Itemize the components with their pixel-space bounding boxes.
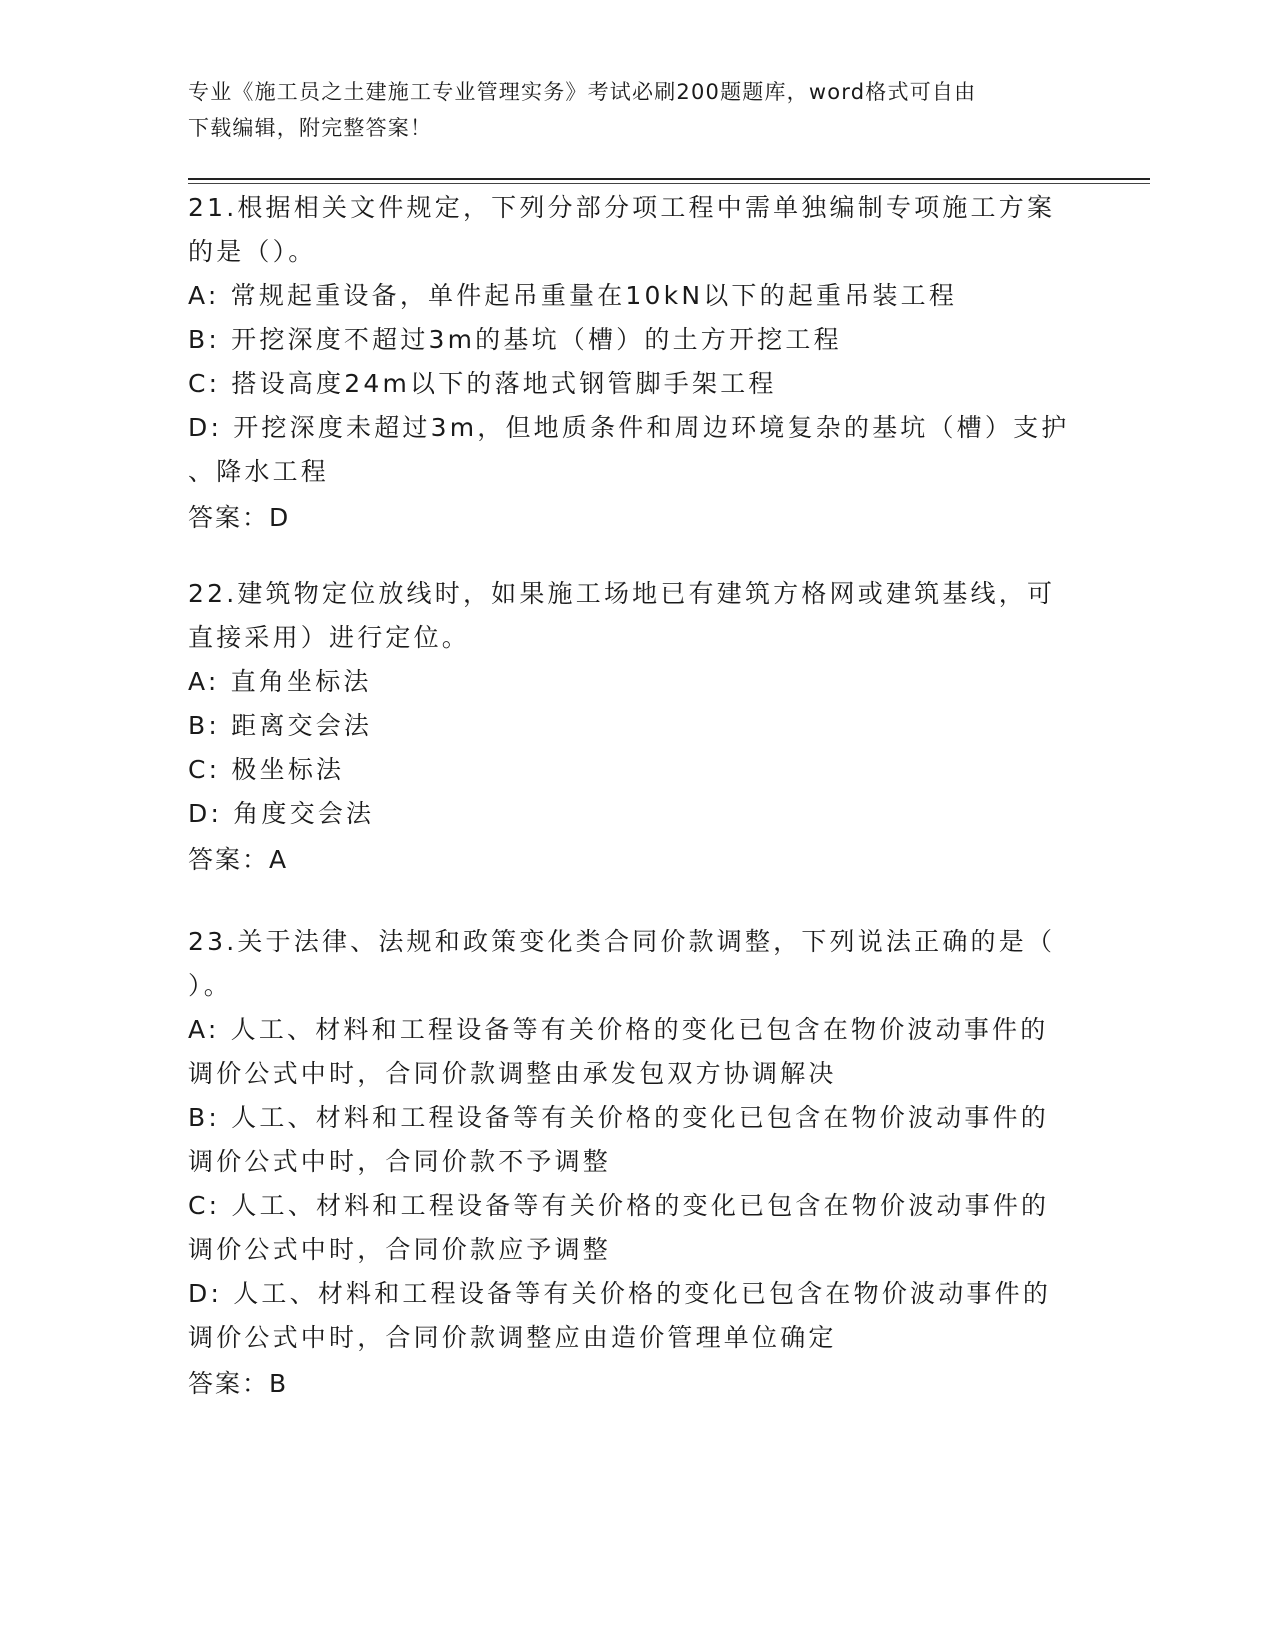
option-b: B: 人工、材料和工程设备等有关价格的变化已包含在物价波动事件的 <box>188 1103 1049 1132</box>
question-stem-line: 23.关于法律、法规和政策变化类合同价款调整，下列说法正确的是（ <box>188 927 1056 956</box>
option-c: C: 搭设高度24m以下的落地式钢管脚手架工程 <box>188 369 777 398</box>
option-d-continued: 、降水工程 <box>188 457 330 486</box>
option-a-continued: 调价公式中时，合同价款调整由承发包双方协调解决 <box>188 1059 837 1088</box>
answer-value: B <box>269 1369 289 1398</box>
header-line-1: 专业《施工员之土建施工专业管理实务》考试必刷200题题库，word格式可自由 <box>188 80 977 104</box>
option-d: D: 人工、材料和工程设备等有关价格的变化已包含在物价波动事件的 <box>188 1279 1052 1308</box>
option-c: C: 人工、材料和工程设备等有关价格的变化已包含在物价波动事件的 <box>188 1191 1050 1220</box>
option-a: A: 人工、材料和工程设备等有关价格的变化已包含在物价波动事件的 <box>188 1015 1049 1044</box>
answer-line <box>188 836 1078 884</box>
option-a: A: 直角坐标法 <box>188 667 372 696</box>
answer-label: 答案： <box>188 1369 270 1398</box>
option-d: D: 角度交会法 <box>188 799 375 828</box>
answer-line <box>188 494 1078 542</box>
option-d-continued: 调价公式中时，合同价款调整应由造价管理单位确定 <box>188 1323 837 1352</box>
answer-label: 答案： <box>188 503 270 532</box>
question-stem-line: 直接采用）进行定位。 <box>188 623 471 652</box>
question-stem-line: 21.根据相关文件规定，下列分部分项工程中需单独编制专项施工方案 <box>188 193 1056 222</box>
option-c: C: 极坐标法 <box>188 755 345 784</box>
question-21 <box>188 186 1078 542</box>
document-header <box>188 74 1068 146</box>
header-divider-thin <box>188 183 1150 184</box>
answer-value: A <box>269 845 289 874</box>
option-b: B: 距离交会法 <box>188 711 373 740</box>
question-stem-line: 的是（）。 <box>188 237 317 266</box>
option-d: D: 开挖深度未超过3m，但地质条件和周边环境复杂的基坑（槽）支护 <box>188 413 1070 442</box>
option-a: A: 常规起重设备，单件起吊重量在10kN以下的起重吊装工程 <box>188 281 958 310</box>
question-23 <box>188 920 1078 1408</box>
answer-line <box>188 1360 1078 1408</box>
header-divider-thick <box>188 178 1150 180</box>
option-c-continued: 调价公式中时，合同价款应予调整 <box>188 1235 612 1264</box>
question-22 <box>188 572 1078 884</box>
option-b-continued: 调价公式中时，合同价款不予调整 <box>188 1147 612 1176</box>
answer-label: 答案： <box>188 845 270 874</box>
question-stem-line: 22.建筑物定位放线时，如果施工场地已有建筑方格网或建筑基线，可 <box>188 579 1056 608</box>
header-line-2: 下载编辑，附完整答案！ <box>188 116 433 140</box>
question-stem-line: ）。 <box>188 971 232 1000</box>
option-b: B: 开挖深度不超过3m的基坑（槽）的土方开挖工程 <box>188 325 842 354</box>
answer-value: D <box>269 503 291 532</box>
